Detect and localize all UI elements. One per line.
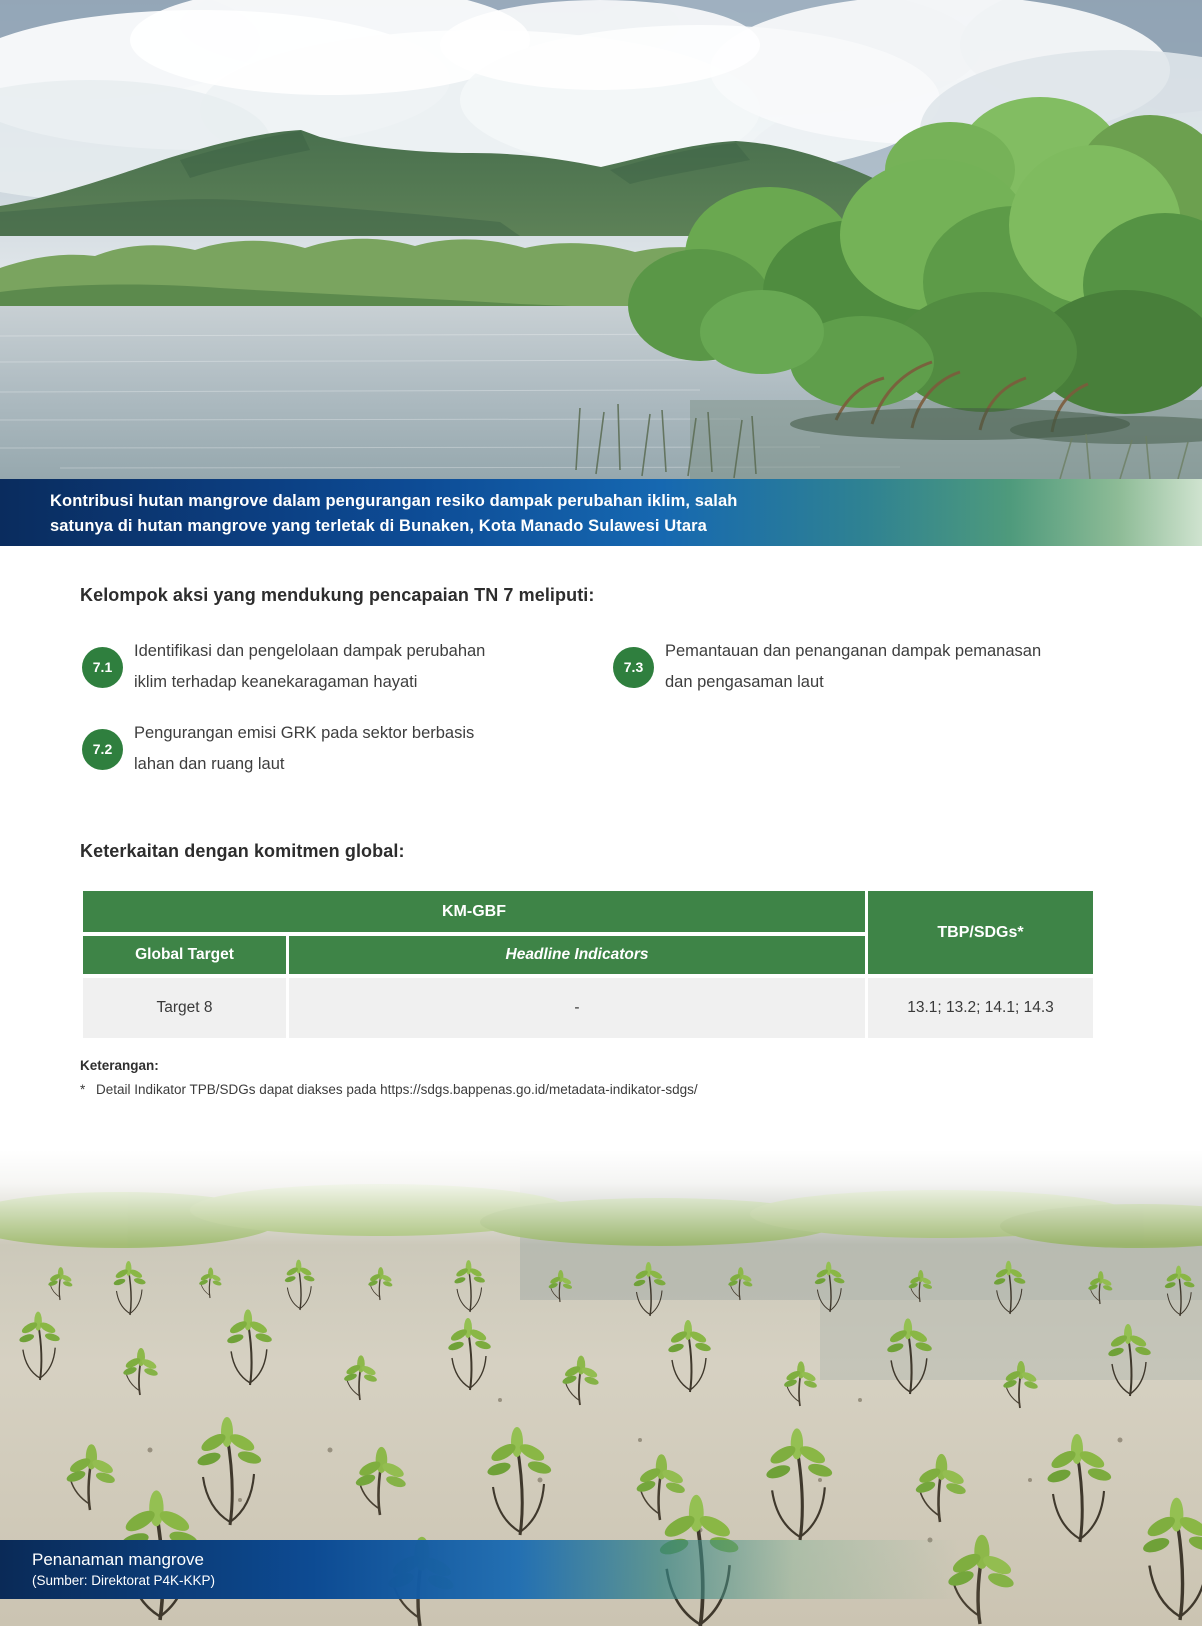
footnote-text: Detail Indikator TPB/SDGs dapat diakses pada https://sdgs.bappenas.go.id/metadata-indikator-sdgs/ bbox=[96, 1082, 698, 1097]
footnote-label: Keterangan: bbox=[80, 1058, 159, 1073]
bottom-caption-source: (Sumber: Direktorat P4K-KKP) bbox=[32, 1573, 216, 1588]
table-cell-tbp-sdgs: 13.1; 13.2; 14.1; 14.3 bbox=[868, 978, 1093, 1038]
hero-caption-line2: satunya di hutan mangrove yang terletak di Bunaken, Kota Manado Sulawesi Utara bbox=[50, 517, 707, 535]
action-text-7-3: Pemantauan dan penanganan dampak pemanasan dan pengasaman laut bbox=[665, 642, 1042, 691]
bottom-caption-title: Penanaman mangrove bbox=[32, 1550, 205, 1569]
footnote bbox=[80, 1058, 698, 1097]
table-cell-global-target: Target 8 bbox=[83, 978, 286, 1038]
commitments-table bbox=[83, 891, 1093, 1038]
footnote-marker: * bbox=[80, 1082, 86, 1097]
table-cell-headline-indicators: - bbox=[289, 978, 865, 1038]
action-item-7-2 bbox=[82, 718, 474, 780]
action-badge-7-3: 7.3 bbox=[613, 647, 654, 688]
table-header-tbp-sdgs: TBP/SDGs* bbox=[868, 891, 1093, 974]
table-header-km-gbf: KM-GBF bbox=[83, 891, 865, 932]
action-badge-7-1: 7.1 bbox=[82, 647, 123, 688]
mangrove-lake-illustration bbox=[0, 0, 1202, 479]
bottom-caption-bar bbox=[0, 1540, 1202, 1599]
action-badge-7-2: 7.2 bbox=[82, 729, 123, 770]
hero-caption-line1: Kontribusi hutan mangrove dalam pengurangan resiko dampak perubahan iklim, salah bbox=[50, 492, 738, 510]
action-item-7-1 bbox=[82, 636, 485, 698]
commitments-heading: Keterkaitan dengan komitmen global: bbox=[80, 841, 405, 861]
footnote-line bbox=[80, 1082, 698, 1097]
actions-heading: Kelompok aksi yang mendukung pencapaian TN 7 meliputi: bbox=[80, 585, 595, 605]
action-text-7-2: Pengurangan emisi GRK pada sektor berbasis lahan dan ruang laut bbox=[134, 724, 475, 773]
table-header-global-target: Global Target bbox=[83, 936, 286, 974]
hero-photo bbox=[0, 0, 1202, 479]
action-text-7-1: Identifikasi dan pengelolaan dampak perubahan iklim terhadap keanekaragaman hayati bbox=[134, 642, 486, 691]
hero-caption-bar bbox=[0, 479, 1202, 546]
table-header-headline-indicators: Headline Indicators bbox=[289, 936, 865, 974]
action-item-7-3 bbox=[613, 636, 1041, 698]
